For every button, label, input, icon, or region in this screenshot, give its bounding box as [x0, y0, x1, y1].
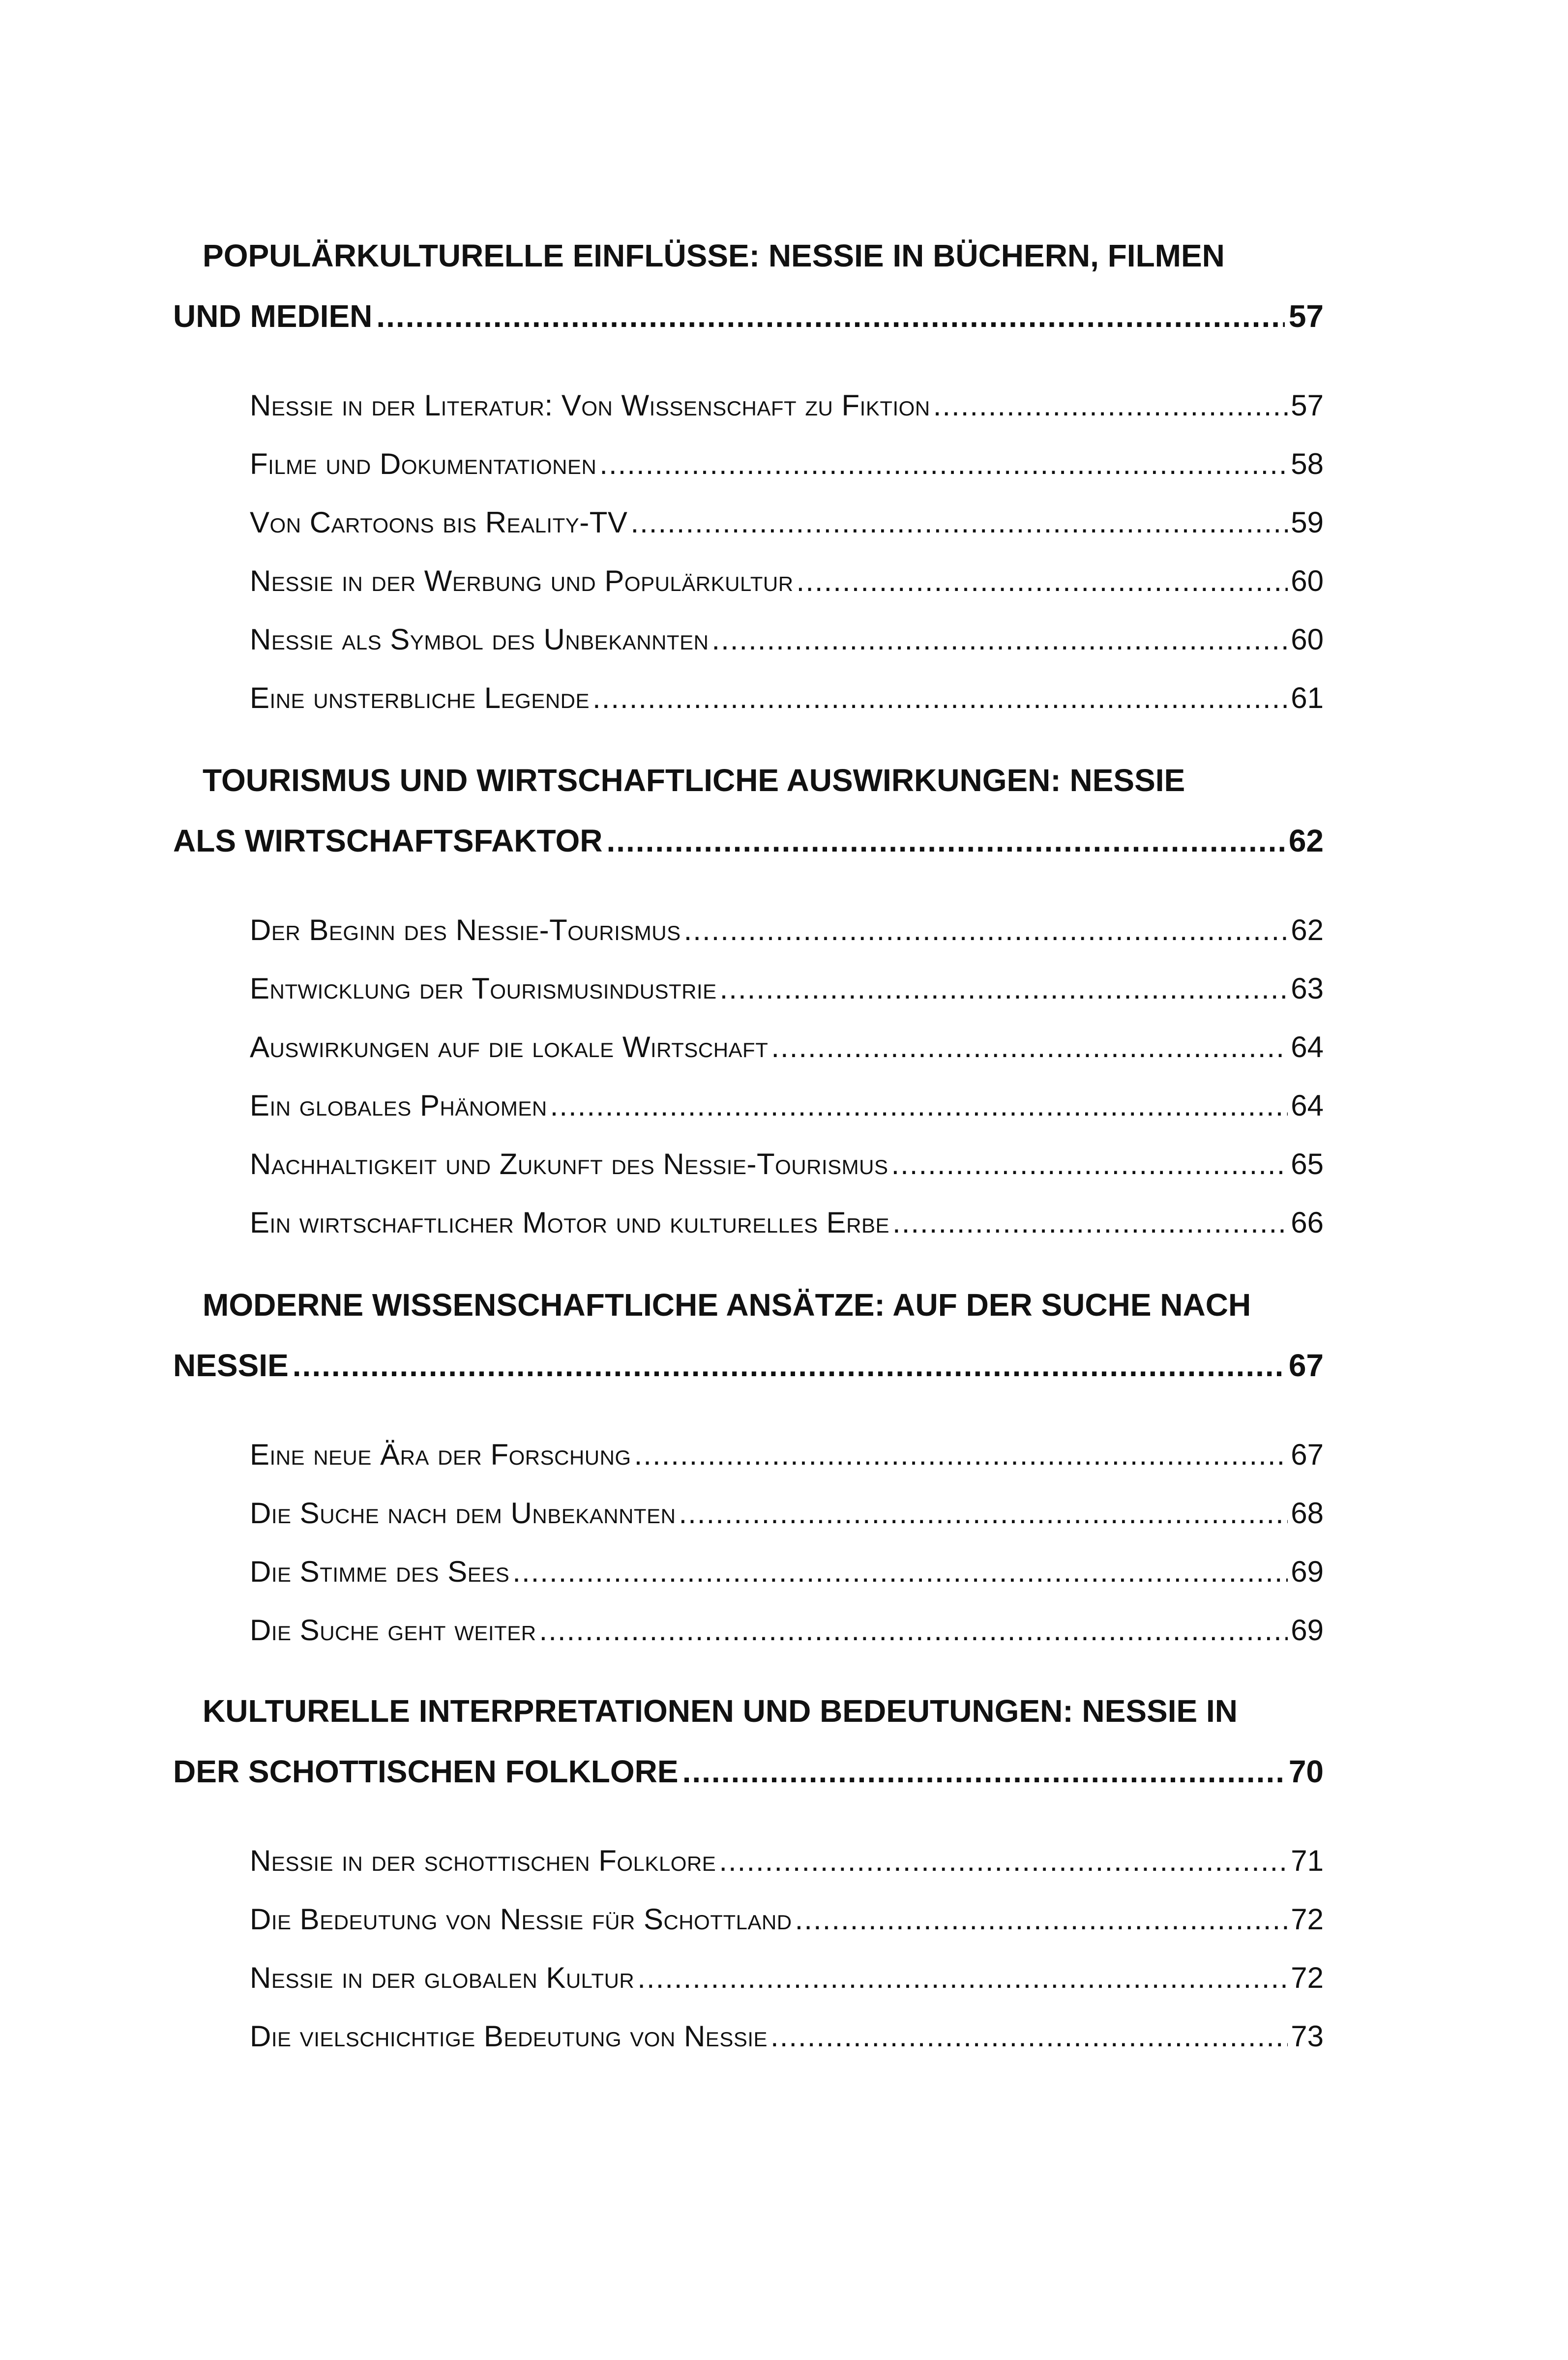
- chapter-page-number: 62: [1288, 823, 1324, 858]
- section-page-number: 65: [1291, 1148, 1324, 1180]
- toc-section: [250, 974, 1324, 1003]
- section-page-number: 57: [1291, 389, 1324, 422]
- toc-section: [250, 625, 1324, 654]
- dot-leader: [770, 2022, 1288, 2051]
- section-title: Von Cartoons bis Reality-TV: [250, 506, 628, 539]
- chapter-title-line-2-text: NESSIE: [173, 1348, 289, 1383]
- dot-leader: [512, 1557, 1288, 1587]
- dot-leader: [719, 1846, 1288, 1876]
- section-title: Nessie als Symbol des Unbekannten: [250, 623, 709, 656]
- toc-section: [250, 1905, 1324, 1934]
- chapter-title-line-2: [173, 1756, 1324, 1787]
- section-page-number: 58: [1291, 447, 1324, 480]
- toc-section: [250, 1499, 1324, 1528]
- toc-section: [250, 1557, 1324, 1587]
- dot-leader: [795, 1905, 1288, 1934]
- toc-section: [250, 1208, 1324, 1238]
- toc-section: [250, 566, 1324, 596]
- section-page-number: 64: [1291, 1031, 1324, 1063]
- chapter-title-line-2: [173, 825, 1324, 856]
- section-page-number: 73: [1291, 2020, 1324, 2053]
- dot-leader: [376, 300, 1284, 332]
- section-page-number: 72: [1291, 1903, 1324, 1936]
- section-title: Nachhaltigkeit und Zukunft des Nessie-Tourismus: [250, 1148, 888, 1180]
- toc-section: [250, 1091, 1324, 1121]
- chapter-title-line-2: [173, 300, 1324, 332]
- chapter-page-number: 67: [1288, 1348, 1324, 1383]
- section-title: Entwicklung der Tourismusindustrie: [250, 972, 717, 1005]
- dot-leader: [550, 1091, 1288, 1121]
- toc-section: [250, 1440, 1324, 1470]
- dot-leader: [599, 449, 1288, 479]
- chapter-title-line-2-text: UND MEDIEN: [173, 298, 373, 334]
- dot-leader: [892, 1208, 1288, 1238]
- toc-section: [250, 1846, 1324, 1876]
- toc-section: [250, 391, 1324, 420]
- dot-leader: [637, 1963, 1288, 1993]
- dot-leader: [539, 1616, 1288, 1645]
- dot-leader: [682, 1756, 1285, 1787]
- section-title: Auswirkungen auf die lokale Wirtschaft: [250, 1031, 769, 1063]
- dot-leader: [720, 974, 1288, 1003]
- section-title: Ein globales Phänomen: [250, 1089, 547, 1122]
- dot-leader: [592, 683, 1288, 713]
- section-title: Der Beginn des Nessie-Tourismus: [250, 914, 681, 946]
- section-page-number: 64: [1291, 1089, 1324, 1122]
- section-title: Ein wirtschaftlicher Motor und kulturelles Erbe: [250, 1206, 890, 1239]
- section-page-number: 67: [1291, 1438, 1324, 1471]
- section-title: Nessie in der Literatur: Von Wissenschaft zu Fiktion: [250, 389, 930, 422]
- section-page-number: 63: [1291, 972, 1324, 1005]
- chapter-title-line-1: TOURISMUS UND WIRTSCHAFTLICHE AUSWIRKUNGEN: NESSIE: [203, 763, 1185, 798]
- section-title: Filme und Dokumentationen: [250, 447, 597, 480]
- toc-section: [250, 683, 1324, 713]
- toc-section: [250, 449, 1324, 479]
- section-title: Nessie in der schottischen Folklore: [250, 1844, 716, 1877]
- toc-section: [250, 1150, 1324, 1179]
- section-page-number: 69: [1291, 1614, 1324, 1647]
- section-title: Die Suche geht weiter: [250, 1614, 536, 1647]
- toc-section: [250, 2022, 1324, 2051]
- toc-section: [250, 1963, 1324, 1993]
- dot-leader: [634, 1440, 1288, 1470]
- section-page-number: 61: [1291, 681, 1324, 714]
- section-page-number: 72: [1291, 1961, 1324, 1994]
- dot-leader: [771, 1032, 1288, 1062]
- chapter-page-number: 70: [1288, 1754, 1324, 1789]
- section-title: Nessie in der Werbung und Populärkultur: [250, 564, 794, 597]
- section-page-number: 69: [1291, 1555, 1324, 1588]
- chapter-title-line-2-text: ALS WIRTSCHAFTSFAKTOR: [173, 823, 603, 858]
- section-page-number: 60: [1291, 564, 1324, 597]
- dot-leader: [684, 915, 1288, 945]
- dot-leader: [891, 1150, 1288, 1179]
- section-page-number: 59: [1291, 506, 1324, 539]
- dot-leader: [606, 825, 1284, 856]
- chapter-title-line-2: [173, 1350, 1324, 1381]
- chapter-title-line-1: KULTURELLE INTERPRETATIONEN UND BEDEUTUNGEN: NESSIE IN: [203, 1693, 1238, 1729]
- section-page-number: 60: [1291, 623, 1324, 656]
- dot-leader: [630, 508, 1288, 537]
- dot-leader: [679, 1499, 1288, 1528]
- chapter-title-line-1: POPULÄRKULTURELLE EINFLÜSSE: NESSIE IN BÜCHERN, FILMEN: [203, 238, 1225, 273]
- toc-section: [250, 508, 1324, 537]
- section-title: Die Suche nach dem Unbekannten: [250, 1497, 676, 1530]
- dot-leader: [933, 391, 1288, 420]
- section-page-number: 66: [1291, 1206, 1324, 1239]
- dot-leader: [293, 1350, 1285, 1381]
- chapter-page-number: 57: [1288, 298, 1324, 334]
- section-page-number: 62: [1291, 914, 1324, 946]
- section-title: Die Stimme des Sees: [250, 1555, 510, 1588]
- toc-section: [250, 1032, 1324, 1062]
- chapter-title-line-1: MODERNE WISSENSCHAFTLICHE ANSÄTZE: AUF DER SUCHE NACH: [203, 1287, 1251, 1323]
- section-title: Die vielschichtige Bedeutung von Nessie: [250, 2020, 768, 2053]
- section-page-number: 71: [1291, 1844, 1324, 1877]
- section-title: Eine neue Ära der Forschung: [250, 1438, 631, 1471]
- toc-section: [250, 915, 1324, 945]
- dot-leader: [711, 625, 1288, 654]
- section-title: Nessie in der globalen Kultur: [250, 1961, 635, 1994]
- section-title: Eine unsterbliche Legende: [250, 681, 590, 714]
- chapter-title-line-2-text: DER SCHOTTISCHEN FOLKLORE: [173, 1754, 679, 1789]
- section-page-number: 68: [1291, 1497, 1324, 1530]
- section-title: Die Bedeutung von Nessie für Schottland: [250, 1903, 792, 1936]
- dot-leader: [797, 566, 1288, 596]
- toc-section: [250, 1616, 1324, 1645]
